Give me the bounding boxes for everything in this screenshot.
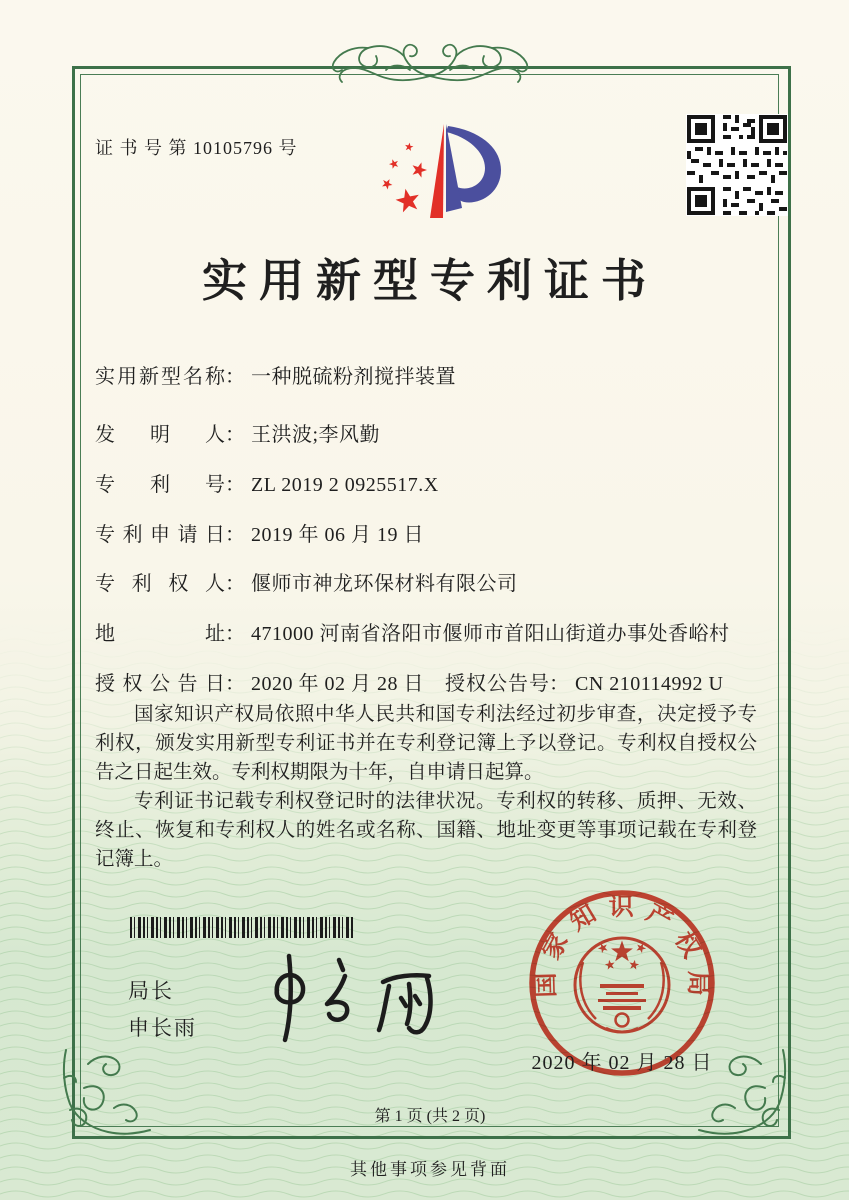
colon: ： bbox=[225, 573, 245, 595]
field-value: 471000 河南省洛阳市偃师市首阳山街道办事处香峪村 bbox=[251, 623, 730, 645]
grant-number-value: CN 210114992 U bbox=[575, 673, 724, 695]
seal-text: 国家知识产权局 bbox=[532, 893, 712, 998]
field-row-inventor bbox=[95, 418, 380, 447]
grant-number-label: 授权公告号 bbox=[445, 673, 549, 695]
field-label: 专利申请日 bbox=[95, 524, 225, 546]
field-row-filing-date bbox=[95, 518, 424, 547]
colon: ： bbox=[549, 673, 569, 695]
barcode bbox=[130, 917, 354, 938]
colon: ： bbox=[225, 623, 245, 645]
bottom-left-ornament bbox=[58, 1048, 153, 1143]
legal-text bbox=[95, 700, 757, 874]
back-side-note: 其他事项参见背面 bbox=[350, 1160, 510, 1179]
qr-code bbox=[686, 114, 788, 216]
commissioner-name: 申长雨 bbox=[128, 1016, 197, 1040]
logo-stars bbox=[380, 142, 428, 214]
field-label: 实用新型名称 bbox=[95, 366, 225, 388]
legal-paragraph-1: 国家知识产权局依照中华人民共和国专利法经过初步审查，决定授予专利权，颁发实用新型专利证书并在专利登记簿上予以登记。专利权自授权公告之日起生效。专利权期限为十年，自申请日起算。 bbox=[95, 704, 757, 783]
handwritten-signature bbox=[255, 942, 465, 1047]
page-number: 第 1 页 (共 2 页) bbox=[374, 1108, 486, 1125]
cnipa-logo bbox=[372, 118, 522, 228]
field-value: 一种脱硫粉剂搅拌装置 bbox=[251, 366, 456, 388]
colon: ： bbox=[225, 366, 245, 388]
top-scroll-ornament bbox=[308, 36, 552, 90]
field-row-address bbox=[95, 617, 730, 646]
colon: ： bbox=[225, 673, 245, 695]
field-value: ZL 2019 2 0925517.X bbox=[251, 474, 439, 496]
field-label: 发明人 bbox=[95, 424, 225, 446]
field-value: 2019 年 06 月 19 日 bbox=[251, 524, 424, 546]
colon: ： bbox=[225, 524, 245, 546]
grant-date-label: 授权公告日 bbox=[95, 673, 225, 695]
field-label: 专利权人 bbox=[95, 573, 225, 595]
field-row-name bbox=[95, 360, 456, 389]
seal-date: 2020 年 02 月 28 日 bbox=[531, 1052, 713, 1074]
legal-paragraph-2: 专利证书记载专利权登记时的法律状况。专利权的转移、质押、无效、终止、恢复和专利权人的姓名或名称、国籍、地址变更等事项记载在专利登记簿上。 bbox=[95, 791, 757, 870]
field-value: 偃师市神龙环保材料有限公司 bbox=[251, 573, 518, 595]
commissioner-title: 局长 bbox=[128, 979, 174, 1003]
field-row-grant bbox=[95, 667, 724, 696]
colon: ： bbox=[225, 424, 245, 446]
certificate-number: 证 书 号 第 10105796 号 bbox=[95, 138, 298, 158]
colon: ： bbox=[225, 474, 245, 496]
grant-number-group bbox=[445, 667, 723, 696]
grant-date-value: 2020 年 02 月 28 日 bbox=[251, 673, 424, 695]
field-label: 地址 bbox=[95, 623, 225, 645]
field-label: 专利号 bbox=[95, 474, 225, 496]
certificate-title: 实用新型专利证书 bbox=[201, 256, 658, 306]
field-value: 王洪波;李风勤 bbox=[251, 424, 381, 446]
field-row-patent-no bbox=[95, 468, 439, 497]
field-row-patentee bbox=[95, 567, 518, 596]
